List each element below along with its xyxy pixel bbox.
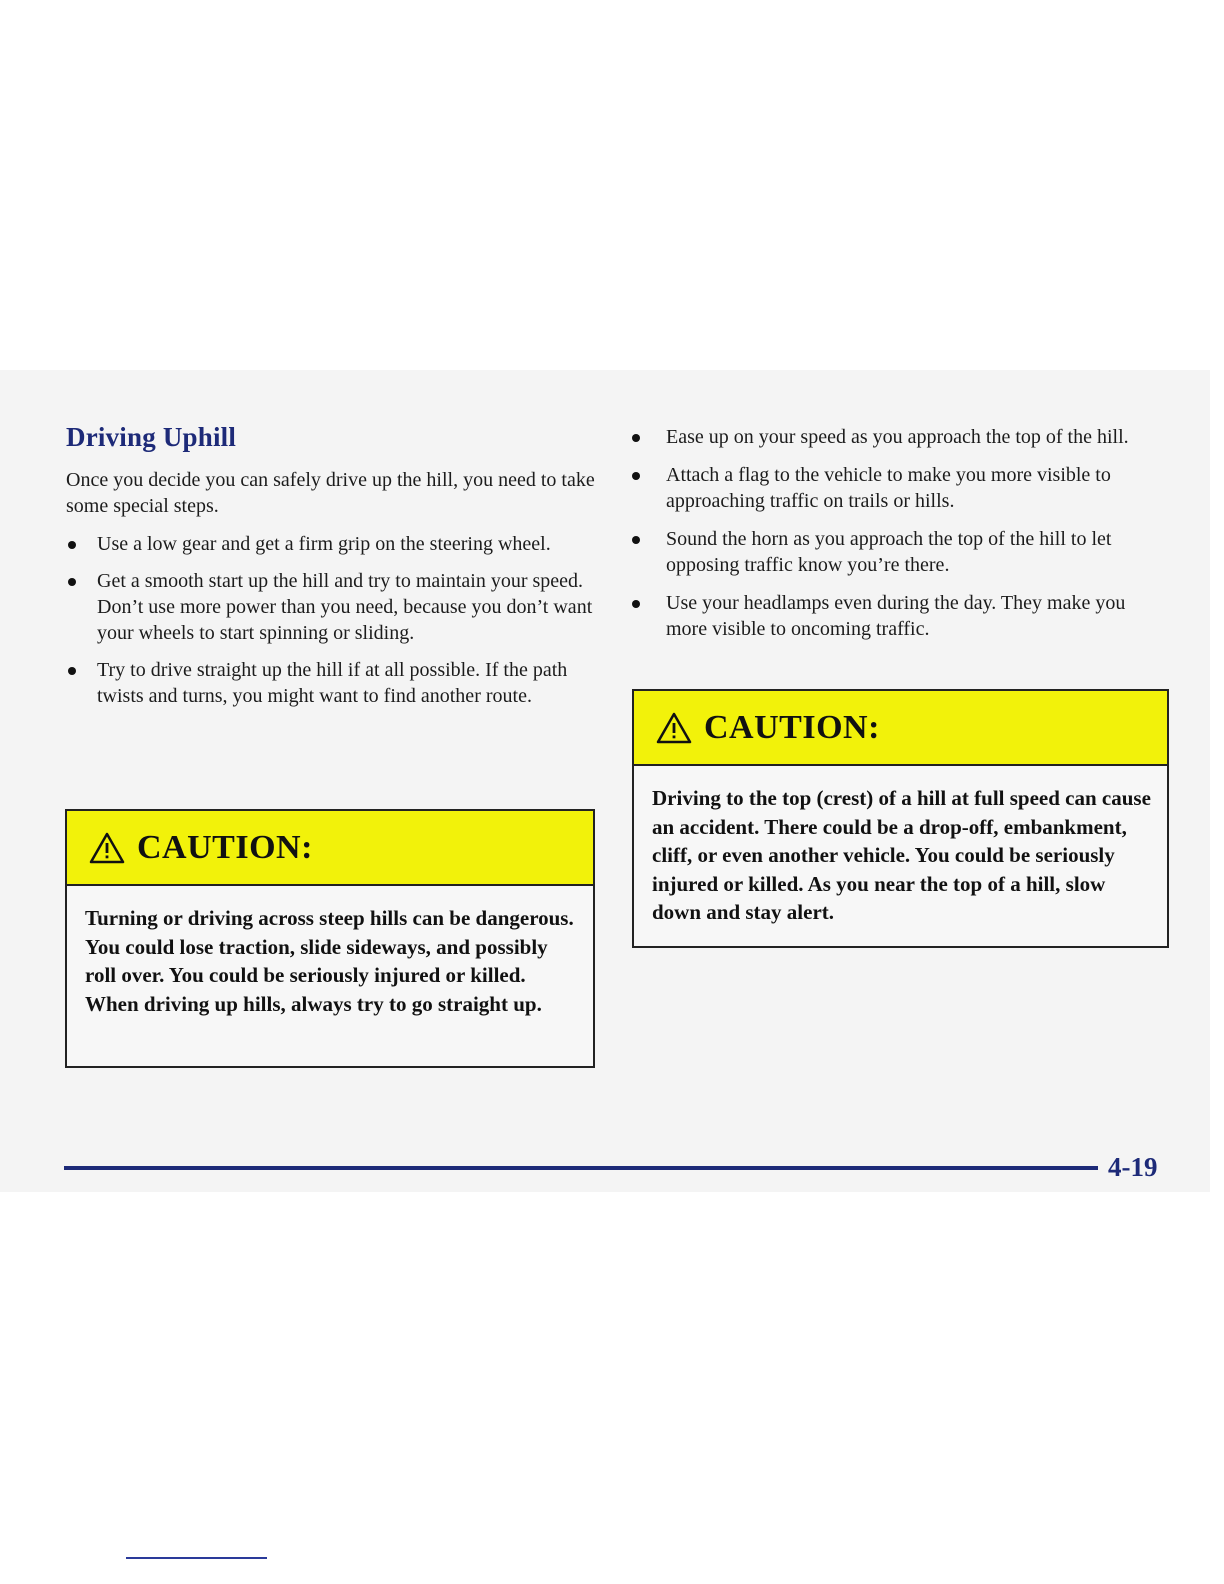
caution-header (67, 811, 593, 886)
warning-triangle-icon (656, 712, 692, 744)
caution-title: CAUTION: (137, 828, 313, 866)
list-item (630, 590, 1170, 642)
caution-box-left (65, 809, 595, 1068)
bullet-icon (68, 667, 76, 675)
list-item (630, 526, 1170, 578)
left-bullet-list (66, 531, 596, 709)
bullet-icon (632, 472, 640, 480)
caution-title: CAUTION: (704, 708, 880, 746)
bullet-icon (632, 600, 640, 608)
list-item (66, 531, 596, 557)
list-item (630, 462, 1170, 514)
list-item (630, 424, 1170, 450)
caution-body: Turning or driving across steep hills can be dangerous. You could lose traction, slide sideways, and possibly roll over. You could be seriously injured or killed. When driving up hills, always try to go straight up. (85, 906, 574, 1016)
list-item (66, 657, 596, 709)
list-item-text: Get a smooth start up the hill and try to maintain your speed. Don’t use more power than you need, because you don’t want your wheels to start spinning or sliding. (97, 570, 593, 644)
bullet-icon (68, 541, 76, 549)
page-number: 4-19 (1108, 1152, 1158, 1182)
intro-paragraph: Once you decide you can safely drive up the hill, you need to take some special steps. (66, 469, 595, 517)
list-item (66, 568, 596, 646)
bullet-icon (68, 578, 76, 586)
list-item-text: Ease up on your speed as you approach the top of the hill. (666, 426, 1129, 448)
warning-triangle-icon (89, 832, 125, 864)
caution-box-right (632, 689, 1169, 948)
right-bullet-list (630, 424, 1170, 642)
bullet-icon (632, 434, 640, 442)
list-item-text: Try to drive straight up the hill if at all possible. If the path twists and turns, you might want to find another route. (97, 659, 568, 707)
right-column (630, 424, 1170, 654)
caution-header (634, 691, 1167, 766)
section-heading: Driving Uphill (66, 422, 237, 452)
list-item-text: Use a low gear and get a firm grip on the steering wheel. (97, 533, 551, 555)
list-item-text: Attach a flag to the vehicle to make you more visible to approaching traffic on trails or hills. (666, 464, 1111, 512)
divider-line (126, 1557, 267, 1559)
caution-body: Driving to the top (crest) of a hill at full speed can cause an accident. There could be a drop-off, embankment, cliff, or even another vehicle. You could be seriously injured or killed. As you near the top of a hill, slow down and stay alert. (652, 786, 1151, 924)
left-column (66, 422, 596, 720)
bullet-icon (632, 536, 640, 544)
list-item-text: Use your headlamps even during the day. They make you more visible to oncoming traffic. (666, 592, 1126, 640)
list-item-text: Sound the horn as you approach the top of the hill to let opposing traffic know you’re there. (666, 528, 1112, 576)
footer-rule (64, 1166, 1098, 1170)
